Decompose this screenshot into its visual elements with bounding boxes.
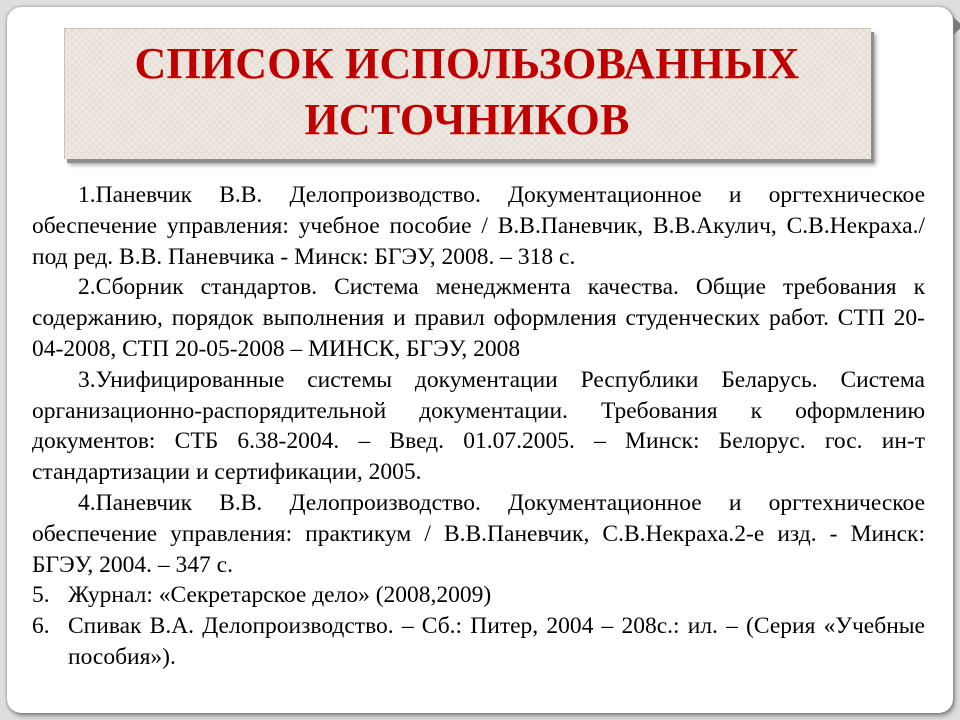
reference-6-number: 6. [32, 613, 50, 640]
reference-6-text: Спивак В.А. Делопроизводство. – Сб.: Питер, 2004 – 208с.: ил. – (Серия «Учебные пособия»). [68, 613, 925, 670]
slide-title [64, 36, 870, 148]
reference-4: 4.Паневчик В.В. Делопроизводство. Документационное и оргтехническое обеспечение управления: практикум / В.В.Паневчик, С.В.Некраха.2-е изд. - Минск: БГЭУ, 2004. – 347 с. [32, 489, 925, 578]
title-line-2: ИСТОЧНИКОВ [304, 95, 630, 144]
reference-1: 1.Паневчик В.В. Делопроизводство. Документационное и оргтехническое обеспечение управления: учебное пособие / В.В.Паневчик, В.В.Акулич, С.В.Некраха./ под ред. В.В. Паневчика - Минск: БГЭУ, 2008. – 318 с. [32, 182, 925, 270]
reference-3: 3.Унифицированные системы документации Республики Беларусь. Система организационно-распорядительной документации. Требования к оформлению документов: СТБ 6.38-2004. – Введ. 01.07.2005. – Минск: Белорус. гос. ин-т стандартизации и сертификации, 2005. [32, 366, 925, 486]
reference-5 [32, 580, 925, 611]
corner-arrow-icon [953, 17, 960, 35]
reference-6 [32, 611, 925, 673]
reference-2: 2.Сборник стандартов. Система менеджмента качества. Общие требования к содержанию, порядок выполнения и правил оформления студенческих работ. СТП 20-04-2008, СТП 20-05-2008 – МИНСК, БГЭУ, 2008 [32, 274, 925, 362]
title-line-1: СПИСОК ИСПОЛЬЗОВАННЫХ [134, 39, 800, 88]
reference-5-number: 5. [32, 582, 50, 609]
reference-5-text: Журнал: «Секретарское дело» (2008,2009) [68, 582, 492, 609]
references-list [32, 180, 925, 673]
